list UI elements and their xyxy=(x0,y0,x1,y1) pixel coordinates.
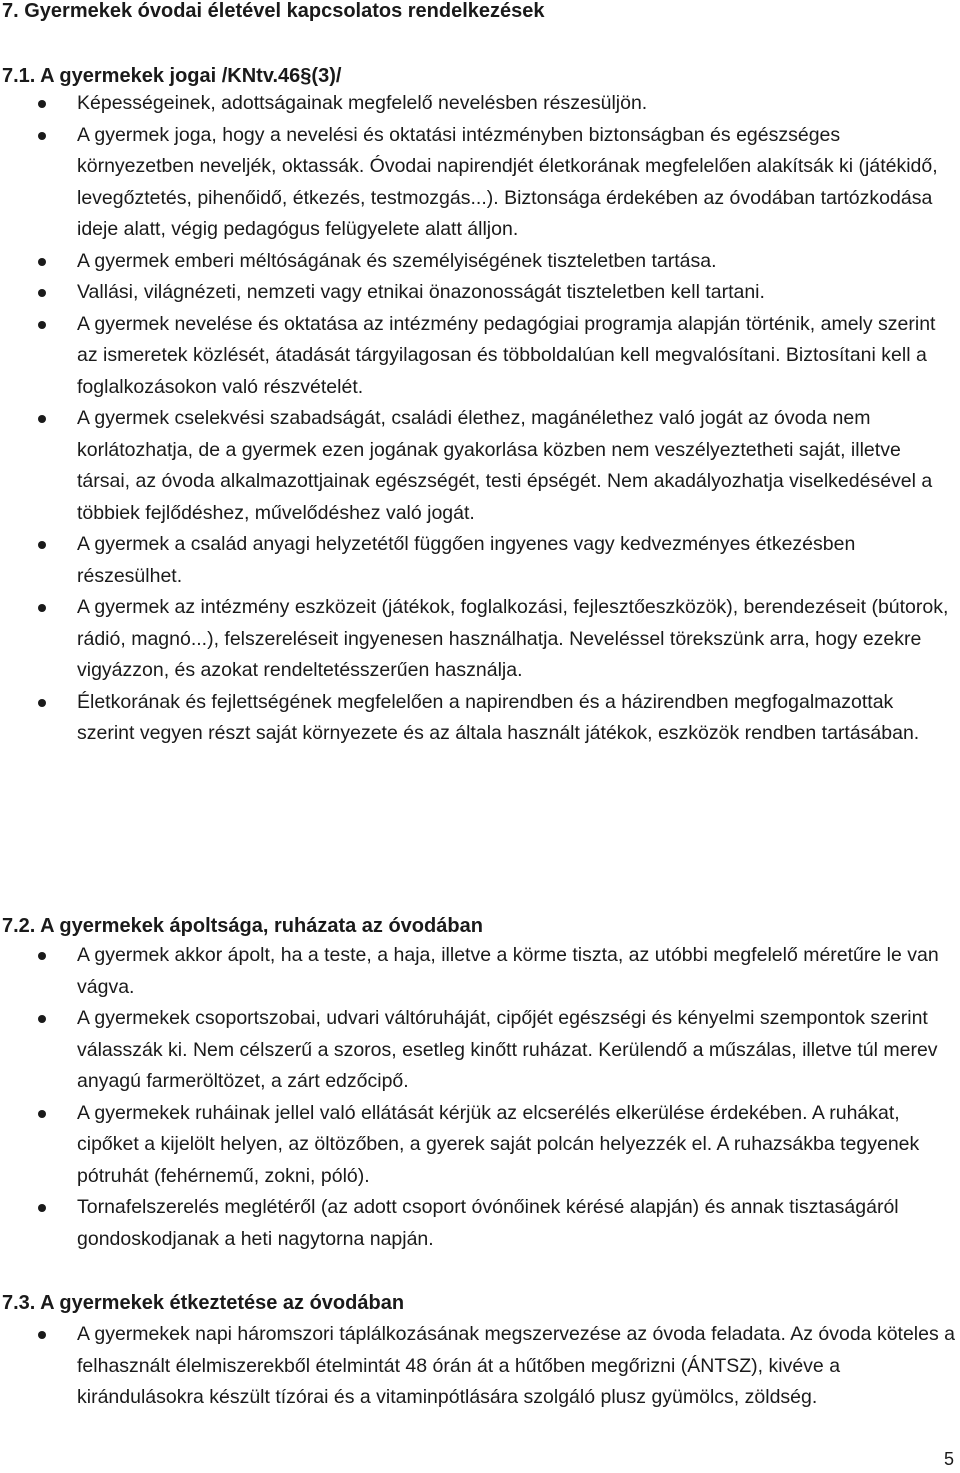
list-item: Életkorának és fejlettségének megfelelően a napirendben és a házirendben megfogalmazottak szerint vegyen részt saját környezete és az általa használt játékok, eszközök rendben tartásában. xyxy=(0,687,960,750)
bullet-icon xyxy=(38,541,46,549)
list-item: A gyermek akkor ápolt, ha a teste, a haja, illetve a körme tiszta, az utóbbi megfelelő méretűre le van vágva. xyxy=(0,940,960,1003)
list-item: Képességeinek, adottságainak megfelelő nevelésben részesüljön. xyxy=(0,88,960,120)
rights-list xyxy=(0,88,960,750)
list-item: A gyermek a család anyagi helyzetétől függően ingyenes vagy kedvezményes étkezésben részesülhet. xyxy=(0,529,960,592)
bullet-icon xyxy=(38,604,46,612)
page-number: 5 xyxy=(943,1449,954,1469)
list-item: Tornafelszerelés meglétéről (az adott csoport óvónőinek kérésé alapján) és annak tisztaságáról gondoskodjanak a heti nagytorna napján. xyxy=(0,1192,960,1255)
bullet-icon xyxy=(38,132,46,140)
bullet-icon xyxy=(38,1204,46,1212)
list-item: A gyermek az intézmény eszközeit (játékok, foglalkozási, fejlesztőeszközök), berendezéseit (bútorok, rádió, magnó...), felszereléseit ingyenesen használhatja. Neveléssel törekszünk arra, hogy ezekre vigyázzon, és azokat rendeltetésszerűen használja. xyxy=(0,592,960,687)
bullet-icon xyxy=(38,1331,46,1339)
list-item: A gyermekek napi háromszori táplálkozásának megszervezése az óvoda feladata. Az óvoda köteles a felhasznált élelmiszerekből ételmintát 48 órán át a hűtőben megőrizni (ÁNTSZ), kivéve a kirándulásokra készült tízórai és a vitaminpótlására szolgáló plusz gyümölcs, zöldség. xyxy=(0,1319,960,1414)
section-7-title: 7. Gyermekek óvodai életével kapcsolatos rendelkezések xyxy=(2,0,545,22)
hygiene-list xyxy=(0,940,960,1255)
bullet-icon xyxy=(38,100,46,108)
list-item: A gyermek emberi méltóságának és személyiségének tiszteletben tartása. xyxy=(0,246,960,278)
list-item: A gyermek nevelése és oktatása az intézmény pedagógiai programja alapján történik, amely szerint az ismeretek közlését, átadását tárgyilagosan és többoldalúan kell megvalósítani. Biztosítani kell a foglalkozásokon való részvételét. xyxy=(0,309,960,404)
bullet-icon xyxy=(38,1015,46,1023)
section-7-1-title: 7.1. A gyermekek jogai /KNtv.46§(3)/ xyxy=(2,65,342,87)
bullet-icon xyxy=(38,952,46,960)
list-item: A gyermekek ruháinak jellel való ellátását kérjük az elcserélés elkerülése érdekében. A ruhákat, cipőket a kijelölt helyen, az öltözőben, a gyerek saját polcán helyezzék el. A ruhazsákba tegyenek pótruhát (fehérnemű, zokni, póló). xyxy=(0,1098,960,1193)
list-item: A gyermek cselekvési szabadságát, családi élethez, magánélethez való jogát az óvoda nem korlátozhatja, de a gyermek ezen jogának gyakorlása közben nem veszélyeztetheti saját, illetve társai, az óvoda alkalmazottjainak egészségét, testi épségét. Nem akadályozhatja viselkedésével a többiek fejlődéshez, művelődéshez való jogát. xyxy=(0,403,960,529)
bullet-icon xyxy=(38,699,46,707)
bullet-icon xyxy=(38,258,46,266)
bullet-icon xyxy=(38,321,46,329)
bullet-icon xyxy=(38,1110,46,1118)
list-item: Vallási, világnézeti, nemzeti vagy etnikai önazonosságát tiszteletben kell tartani. xyxy=(0,277,960,309)
list-item: A gyermekek csoportszobai, udvari váltóruháját, cipőjét egészségi és kényelmi szempontok szerint válasszák ki. Nem célszerű a szoros, esetleg kinőtt ruházat. Kerülendő a műszálas, illetve túl merev anyagú farmeröltözet, a zárt edzőcipő. xyxy=(0,1003,960,1098)
list-item: A gyermek joga, hogy a nevelési és oktatási intézményben biztonságban és egészséges környezetben neveljék, oktassák. Óvodai napirendjét életkorának megfelelően alakítsák ki (játékidő, levegőztetés, pihenőidő, étkezés, testmozgás...). Biztonsága érdekében az óvodában tartózkodása ideje alatt, végig pedagógus felügyelete alatt álljon. xyxy=(0,120,960,246)
bullet-icon xyxy=(38,415,46,423)
meals-list xyxy=(0,1319,960,1414)
bullet-icon xyxy=(38,289,46,297)
section-7-3-title: 7.3. A gyermekek étkeztetése az óvodában xyxy=(2,1292,405,1314)
section-7-2-title: 7.2. A gyermekek ápoltsága, ruházata az óvodában xyxy=(2,915,483,937)
